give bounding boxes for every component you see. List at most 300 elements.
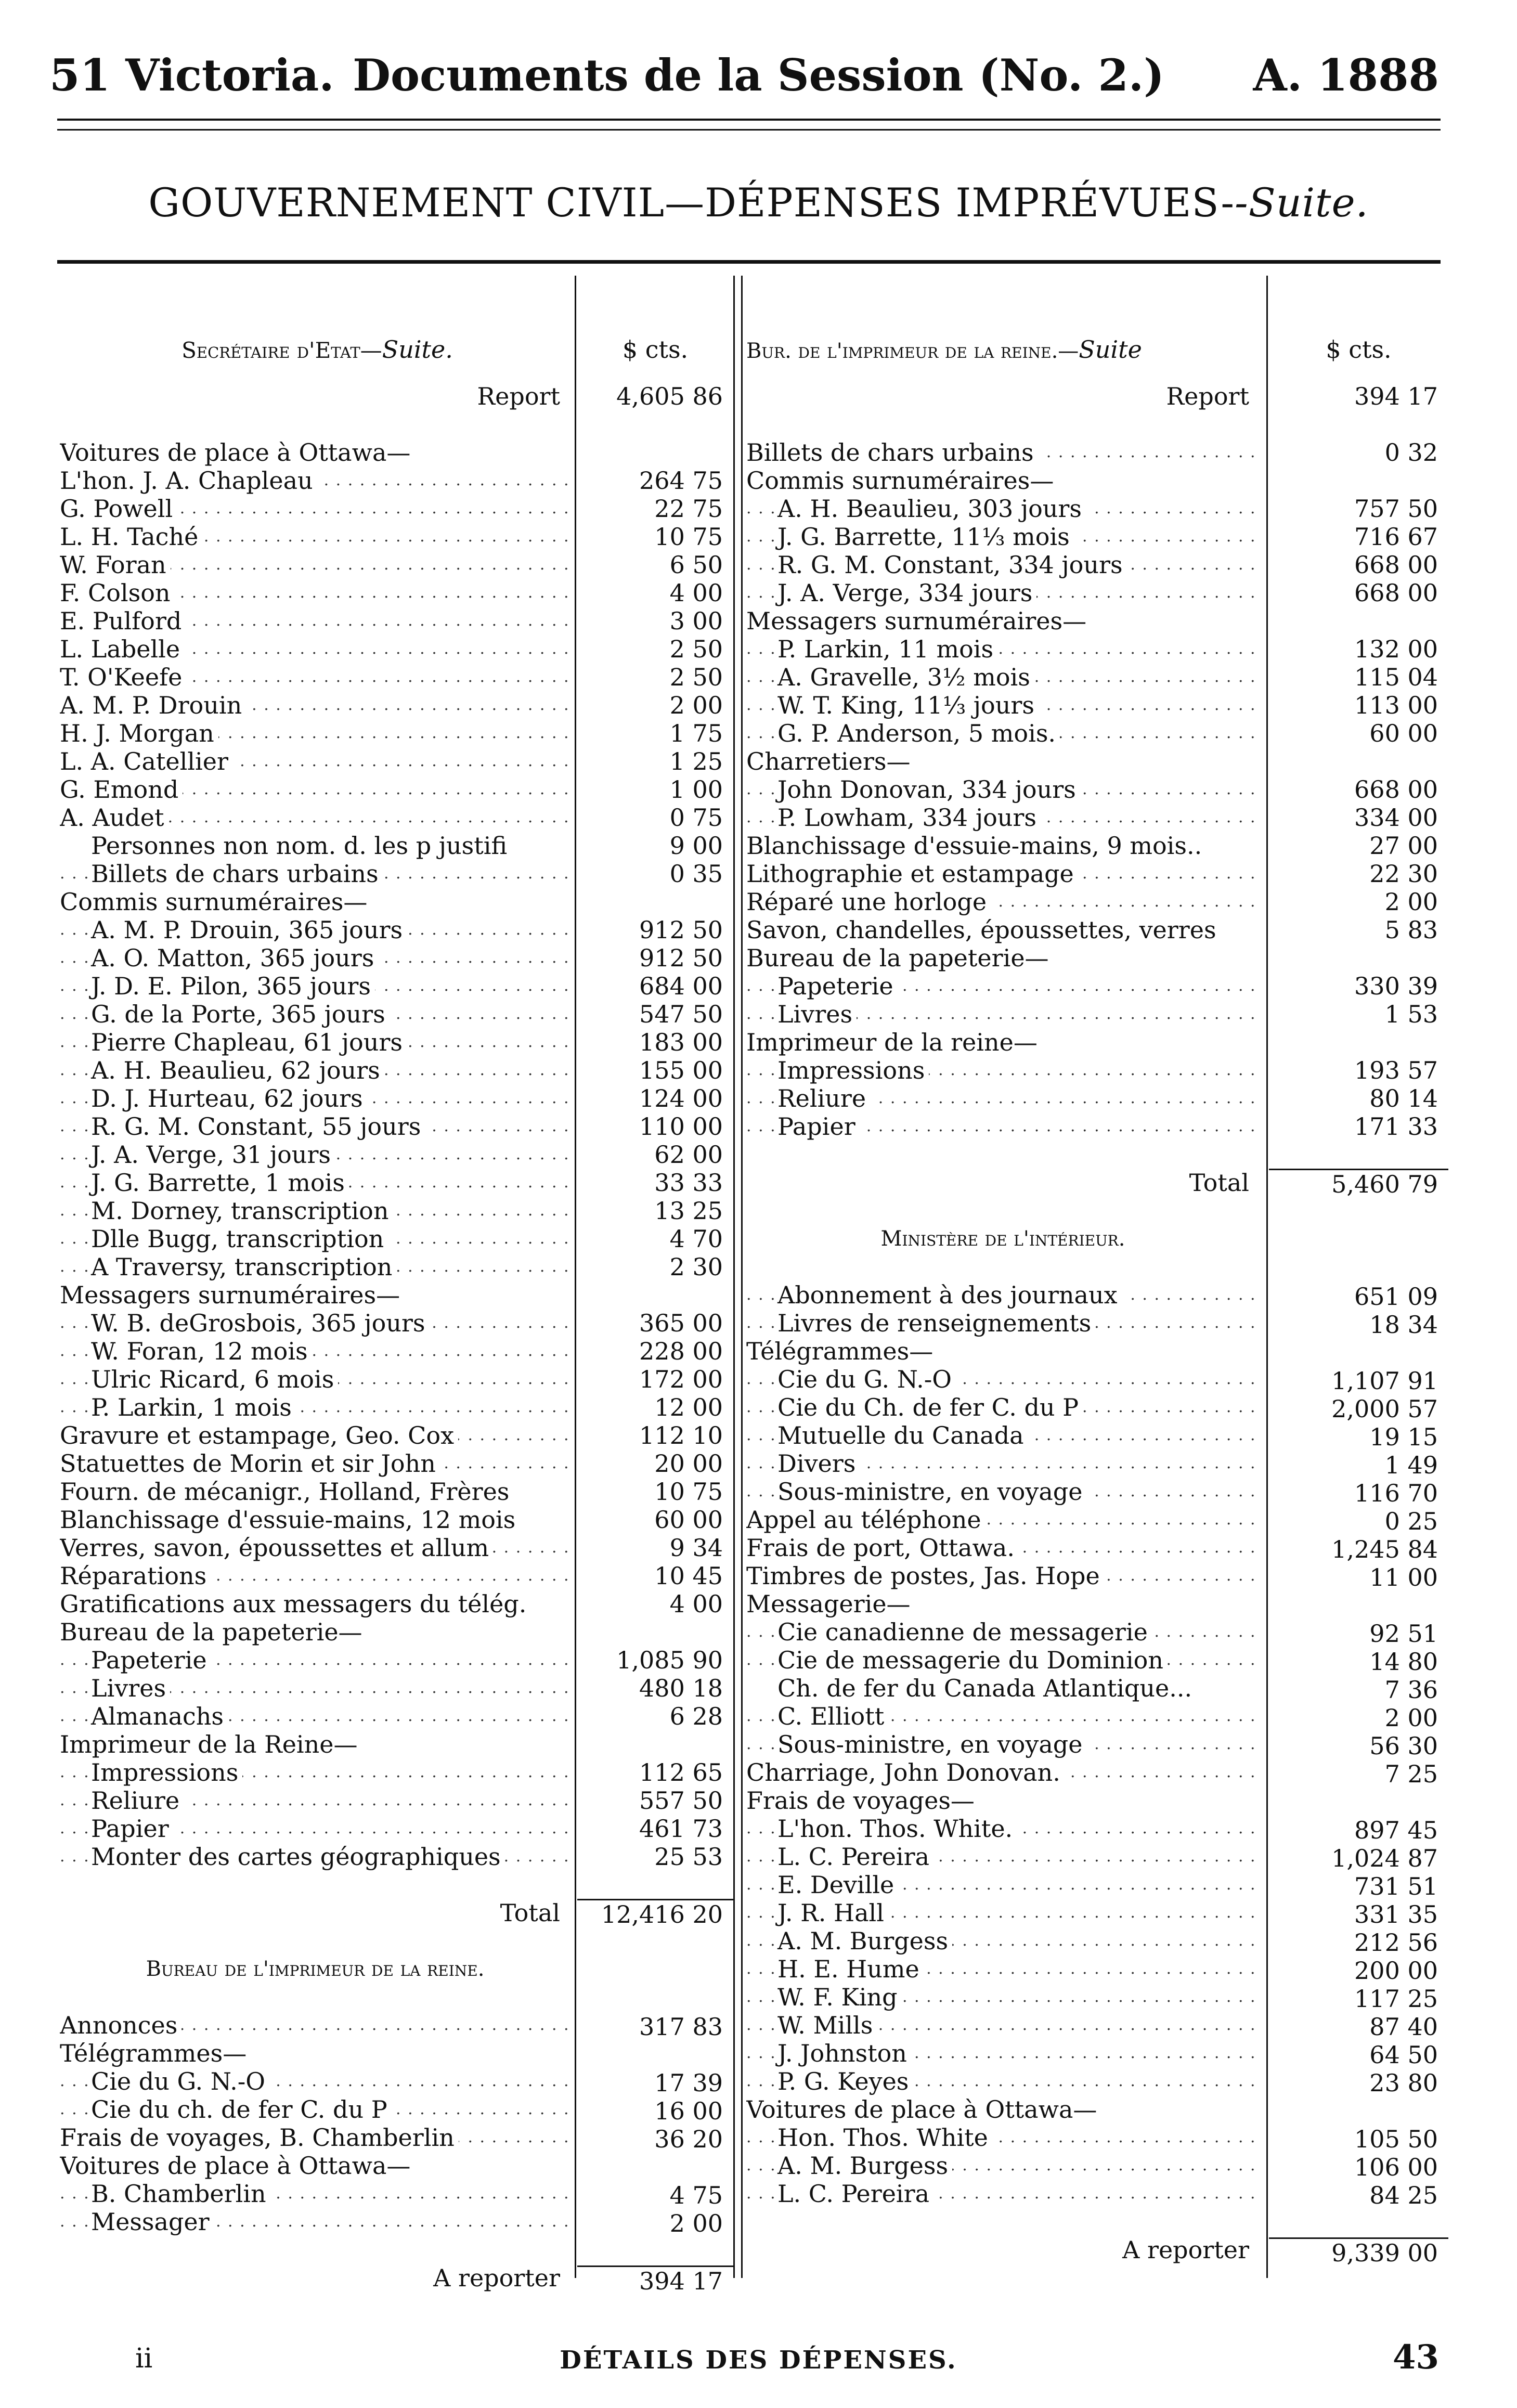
ledger-row xyxy=(60,1786,575,1815)
ledger-row-label: Blanchissage d'essuie-mains, 9 mois.. xyxy=(746,832,1206,860)
ledger-row-label: Commis surnuméraires— xyxy=(746,467,1058,495)
ledger-row-label xyxy=(746,1141,750,1169)
ledger-row-label: Imprimeur de la Reine— xyxy=(60,1730,361,1758)
ledger-row-amount xyxy=(1269,1591,1448,1620)
ledger-row-label: A. M. Burgess xyxy=(777,2152,952,2180)
ledger-row-label: Personnes non nom. d. les p justifi xyxy=(91,832,511,860)
ledger-row xyxy=(746,1983,1264,2011)
ledger-row-label: Cie du G. N.-O xyxy=(777,1365,956,1393)
ledger-row-label: Blanchissage d'essuie-mains, 12 mois xyxy=(60,1506,520,1534)
ledger-row xyxy=(746,2124,1264,2152)
ledger-row xyxy=(746,2067,1264,2095)
ledger-row xyxy=(60,1674,575,1702)
ledger-row-amount xyxy=(577,1985,733,2013)
ledger-row-label: G. de la Porte, 365 jours xyxy=(91,1000,390,1028)
ledger-row xyxy=(60,2180,575,2208)
ledger-row-label: Réparations xyxy=(60,1562,211,1590)
ledger-row-label: H. E. Hume xyxy=(777,1955,924,1983)
ledger-row xyxy=(746,1000,1264,1028)
ledger-row-label: J. Johnston xyxy=(777,2039,911,2067)
ledger-row-label xyxy=(746,410,750,438)
ledger-row-amount: 2 00 xyxy=(669,691,723,719)
ledger-row-amount: 334 00 xyxy=(1354,804,1438,832)
ledger-row xyxy=(746,1337,1264,1365)
ledger-row xyxy=(60,1169,575,1197)
ledger-row-amount: 4 00 xyxy=(669,579,723,607)
ledger-row xyxy=(746,804,1264,832)
ledger-row-amount: 23 80 xyxy=(1369,2069,1438,2097)
ledger-row-amount xyxy=(1269,1141,1448,1169)
ledger-row-amount: 105 50 xyxy=(1354,2125,1438,2153)
ledger-row xyxy=(746,2152,1264,2180)
ledger-row-amount: 56 30 xyxy=(1369,1732,1438,1760)
ledger-row-amount: 330 39 xyxy=(1354,972,1438,1000)
ledger-row-label: Appel au téléphone xyxy=(746,1506,986,1534)
ledger-row xyxy=(746,1478,1264,1506)
ledger-row-label: Livres xyxy=(91,1674,170,1702)
ledger-row xyxy=(746,1702,1264,1730)
ledger-row-label: Gratifications aux messagers du télég. xyxy=(60,1590,530,1618)
ledger-row-label: G. Emond xyxy=(60,775,183,804)
ledger-row xyxy=(746,747,1264,775)
ledger-row-label: Reliure xyxy=(91,1786,184,1815)
ledger-row-amount: 2 50 xyxy=(669,663,723,691)
ledger-row-label: L. Labelle xyxy=(60,635,184,663)
ledger-row xyxy=(60,2152,575,2180)
ledger-row-label: Gravure et estampage, Geo. Cox xyxy=(60,1421,458,1449)
ledger-row-label: W. F. King xyxy=(777,1983,902,2011)
ledger-row xyxy=(746,1955,1264,1983)
ledger-row-amount: 757 50 xyxy=(1354,495,1438,523)
ledger-row-amount: 1,024 87 xyxy=(1331,1844,1438,1872)
ledger-row xyxy=(60,1955,575,1983)
ledger-row-amount: 2 50 xyxy=(669,635,723,663)
left-column-amounts xyxy=(577,382,733,2295)
ledger-row-label: Frais de voyages— xyxy=(746,1786,979,1815)
ledger-row-amount: 394 17 xyxy=(1354,382,1438,410)
ledger-row-label: D. J. Hurteau, 62 jours xyxy=(91,1084,367,1112)
ledger-row-label: Verres, savon, époussettes et allum xyxy=(60,1534,493,1562)
ledger-row xyxy=(60,551,575,579)
ledger-row-label: Livres de renseignements xyxy=(777,1309,1095,1337)
ledger-row-label: Imprimeur de la reine— xyxy=(746,1028,1042,1056)
ledger-row xyxy=(60,410,575,438)
ledger-row-amount: 9,339 00 xyxy=(1269,2237,1448,2267)
ledger-row-label: G. P. Anderson, 5 mois. xyxy=(777,719,1060,747)
ledger-row xyxy=(60,1084,575,1112)
ledger-row-label: J. A. Verge, 31 jours xyxy=(91,1141,335,1169)
ledger-row-label: W. Foran xyxy=(60,551,171,579)
ledger-row-amount xyxy=(577,1730,733,1758)
ledger-row-amount xyxy=(577,1928,733,1957)
ledger-row-label: Total xyxy=(500,1899,564,1927)
ledger-row-amount xyxy=(577,1281,733,1309)
ledger-row xyxy=(60,1449,575,1478)
ledger-row-label: Papeterie xyxy=(777,972,898,1000)
ledger-row xyxy=(60,2208,575,2236)
ledger-row xyxy=(60,663,575,691)
ledger-row-amount: 5 83 xyxy=(1384,916,1438,944)
ledger-row-label xyxy=(60,2236,64,2264)
ledger-row-amount: 1 75 xyxy=(669,719,723,747)
ledger-row-label: Report xyxy=(1166,382,1253,410)
ledger-row xyxy=(60,1478,575,1506)
ledger-row-amount xyxy=(1269,467,1448,495)
ledger-row-amount: 5,460 79 xyxy=(1269,1169,1448,1198)
ledger-row-label: J. G. Barrette, 1 mois xyxy=(91,1169,349,1197)
ledger-row-amount xyxy=(577,2153,733,2181)
left-section-title: Secrétaire d'Etat— xyxy=(181,338,382,363)
ledger-row xyxy=(746,467,1264,495)
ledger-row-amount: 113 00 xyxy=(1354,691,1438,719)
ledger-row-amount: 331 35 xyxy=(1354,1900,1438,1928)
ledger-row xyxy=(60,1562,575,1590)
ledger-row xyxy=(60,1590,575,1618)
left-column-header xyxy=(60,335,575,364)
ledger-row-label xyxy=(60,1927,64,1955)
ledger-row-label: A reporter xyxy=(433,2264,564,2292)
ledger-row-label: Dlle Bugg, transcription xyxy=(91,1225,388,1253)
right-column-amounts xyxy=(1269,382,1448,2267)
page-title-suffix: -Suite. xyxy=(1235,179,1369,226)
ledger-row-amount: 1 25 xyxy=(669,747,723,775)
ledger-row-amount: 547 50 xyxy=(639,1000,723,1028)
ledger-row-label: A. M. P. Drouin, 365 jours xyxy=(91,916,407,944)
ledger-row-label: T. O'Keefe xyxy=(60,663,186,691)
ledger-row xyxy=(746,1056,1264,1084)
ledger-row xyxy=(60,2236,575,2264)
ledger-row-label: Messagers surnuméraires— xyxy=(60,1281,404,1309)
ledger-row-label: Voitures de place à Ottawa— xyxy=(60,2152,414,2180)
ledger-row-amount: 116 70 xyxy=(1354,1479,1438,1507)
ledger-row-label: Sous-ministre, en voyage xyxy=(777,1730,1086,1758)
ledger-row-label: Savon, chandelles, époussettes, verres xyxy=(746,916,1221,944)
right-section-suffix: Suite xyxy=(1079,335,1142,364)
ledger-row xyxy=(746,691,1264,719)
ledger-row xyxy=(60,1028,575,1056)
ledger-row-amount: 60 00 xyxy=(654,1506,723,1534)
ledger-row xyxy=(60,804,575,832)
ledger-row-label: Divers xyxy=(777,1449,860,1478)
ledger-row xyxy=(746,2236,1264,2264)
ledger-row xyxy=(746,1899,1264,1927)
ledger-row-amount: 731 51 xyxy=(1354,1872,1438,1900)
ledger-row-label: Timbres de postes, Jas. Hope xyxy=(746,1562,1104,1590)
ledger-row-label: J. G. Barrette, 11⅓ mois xyxy=(777,523,1074,551)
ledger-row xyxy=(60,1702,575,1730)
ledger-row xyxy=(746,1365,1264,1393)
ledger-row-label: Frais de voyages, B. Chamberlin xyxy=(60,2124,459,2152)
ledger-row-label: A. M. Burgess xyxy=(777,1927,952,1955)
ledger-row-amount: 0 75 xyxy=(669,804,723,832)
column-rule-left-end xyxy=(733,276,735,2278)
ledger-row-amount: 16 00 xyxy=(654,2097,723,2125)
ledger-row xyxy=(60,916,575,944)
ledger-row-label: Report xyxy=(477,382,564,410)
ledger-row xyxy=(60,1646,575,1674)
ledger-row-amount: 394 17 xyxy=(577,2265,733,2295)
ledger-row-amount: 183 00 xyxy=(639,1028,723,1056)
ledger-row-label: John Donovan, 334 jours xyxy=(777,775,1080,804)
ledger-row-amount xyxy=(1269,1028,1448,1056)
ledger-row-label: Frais de port, Ottawa. xyxy=(746,1534,1019,1562)
ledger-row-label: L. C. Pereira xyxy=(777,1843,933,1871)
ledger-row-amount: 12,416 20 xyxy=(577,1899,733,1928)
ledger-row-amount: 212 56 xyxy=(1354,1928,1438,1957)
ledger-row-amount: 461 73 xyxy=(639,1815,723,1843)
ledger-row xyxy=(60,972,575,1000)
ledger-row-label: Télégrammes— xyxy=(60,2039,251,2067)
ledger-row xyxy=(60,1197,575,1225)
ledger-row xyxy=(60,1899,575,1927)
ledger-row-label: Messager xyxy=(91,2208,214,2236)
ledger-row xyxy=(60,1253,575,1281)
ledger-row-label: Réparé une horloge xyxy=(746,888,991,916)
ledger-row-amount: 17 39 xyxy=(654,2069,723,2097)
ledger-row xyxy=(746,944,1264,972)
ledger-row-label: Billets de chars urbains xyxy=(746,438,1038,467)
ledger-row-label: E. Deville xyxy=(777,1871,898,1899)
header-document-title: Documents de la Session (No. 2.) xyxy=(353,49,1164,101)
ledger-row-amount: 110 00 xyxy=(639,1112,723,1141)
ledger-row xyxy=(746,1112,1264,1141)
ledger-row-amount: 317 83 xyxy=(639,2013,723,2041)
ledger-row xyxy=(60,860,575,888)
ledger-row xyxy=(60,1225,575,1253)
ledger-row xyxy=(746,607,1264,635)
ledger-row-amount: 9 34 xyxy=(669,1534,723,1562)
ledger-row-label: Lithographie et estampage xyxy=(746,860,1078,888)
ledger-row-amount: 87 40 xyxy=(1369,2013,1438,2041)
ledger-row-label: Reliure xyxy=(777,1084,870,1112)
ledger-row-label xyxy=(746,1197,750,1225)
ledger-row-amount: 155 00 xyxy=(639,1056,723,1084)
ledger-row-label: R. G. M. Constant, 334 jours xyxy=(777,551,1127,579)
ledger-row xyxy=(60,1112,575,1141)
ledger-row-label xyxy=(60,1983,64,2011)
ledger-row-amount: 7 36 xyxy=(1384,1676,1438,1704)
ledger-row-amount xyxy=(577,888,733,916)
right-column-entries xyxy=(746,382,1264,2264)
ledger-row-amount: 11 00 xyxy=(1369,1563,1438,1591)
ledger-row-amount: 480 18 xyxy=(639,1674,723,1702)
ledger-row-amount: 10 75 xyxy=(654,1478,723,1506)
ledger-row-amount: 1,107 91 xyxy=(1331,1367,1438,1395)
ledger-row-amount: 84 25 xyxy=(1369,2181,1438,2209)
ledger-row-label: A. H. Beaulieu, 62 jours xyxy=(91,1056,384,1084)
ledger-row-label: W. T. King, 11⅓ jours xyxy=(777,691,1039,719)
ledger-row xyxy=(746,1871,1264,1899)
ledger-row-amount: 1 49 xyxy=(1384,1451,1438,1479)
ledger-row-amount: 2 00 xyxy=(669,2209,723,2237)
ledger-row-amount: 668 00 xyxy=(1354,579,1438,607)
ledger-row xyxy=(60,467,575,495)
ledger-row-amount: 912 50 xyxy=(639,944,723,972)
ledger-row xyxy=(60,1843,575,1871)
ledger-row-label: Charriage, John Donovan. xyxy=(746,1758,1065,1786)
ledger-row xyxy=(60,775,575,804)
ledger-row-label: J. D. E. Pilon, 365 jours xyxy=(91,972,375,1000)
ledger-row xyxy=(60,1141,575,1169)
ledger-row xyxy=(60,1815,575,1843)
ledger-row-label xyxy=(60,410,64,438)
ledger-row xyxy=(746,1674,1264,1702)
ledger-row-label: J. A. Verge, 334 jours xyxy=(777,579,1036,607)
column-rule-right-start xyxy=(741,276,743,2278)
ledger-row-amount: 897 45 xyxy=(1354,1816,1438,1844)
ledger-row xyxy=(60,1506,575,1534)
ledger-row xyxy=(746,719,1264,747)
ledger-row-amount: 668 00 xyxy=(1354,775,1438,804)
ledger-row-label: W. Mills xyxy=(777,2011,877,2039)
ledger-row-label: A. Gravelle, 3½ mois xyxy=(777,663,1034,691)
ledger-row xyxy=(60,2124,575,2152)
ledger-row-amount: 2 30 xyxy=(669,1253,723,1281)
ledger-row-amount: 33 33 xyxy=(654,1169,723,1197)
ledger-row-label: Statuettes de Morin et sir John xyxy=(60,1449,440,1478)
ledger-row xyxy=(60,691,575,719)
ledger-row-amount: 7 25 xyxy=(1384,1760,1438,1788)
ledger-row-label: L. C. Pereira xyxy=(777,2180,933,2208)
ledger-row-label: Bureau de la papeterie— xyxy=(746,944,1053,972)
ledger-row-label: Voitures de place à Ottawa— xyxy=(60,438,414,467)
ledger-row xyxy=(746,1449,1264,1478)
ledger-row xyxy=(746,1028,1264,1056)
left-amount-header: $ cts. xyxy=(622,335,689,364)
ledger-row xyxy=(60,635,575,663)
ledger-row xyxy=(60,1393,575,1421)
ledger-row-amount: 6 28 xyxy=(669,1702,723,1730)
ledger-row-amount xyxy=(1269,607,1448,635)
ledger-row-amount: 117 25 xyxy=(1354,1985,1438,2013)
ledger-row-label: A reporter xyxy=(1122,2236,1253,2264)
ledger-row xyxy=(746,972,1264,1000)
footer-page-number: 43 xyxy=(1392,2338,1439,2377)
left-column-entries xyxy=(60,382,575,2292)
ledger-row-label: Billets de chars urbains xyxy=(91,860,383,888)
ledger-row-amount xyxy=(577,410,733,438)
ledger-row xyxy=(746,2095,1264,2124)
ledger-row xyxy=(746,1393,1264,1421)
ledger-row-amount: 25 53 xyxy=(654,1843,723,1871)
ledger-row xyxy=(60,1758,575,1786)
ledger-row xyxy=(60,1281,575,1309)
ledger-row-label: P. G. Keyes xyxy=(777,2067,913,2095)
ledger-row-label: W. B. deGrosbois, 365 jours xyxy=(91,1309,430,1337)
ledger-row-label: P. Lowham, 334 jours xyxy=(777,804,1041,832)
ledger-row-label: Cie du Ch. de fer C. du P xyxy=(777,1393,1083,1421)
ledger-row xyxy=(746,860,1264,888)
ledger-row xyxy=(746,1646,1264,1674)
ledger-row-amount: 228 00 xyxy=(639,1337,723,1365)
ledger-row-label: L'hon. J. A. Chapleau xyxy=(60,467,317,495)
ledger-row-label: P. Larkin, 1 mois xyxy=(91,1393,296,1421)
ledger-row-amount xyxy=(1269,944,1448,972)
ledger-row-label: Cie canadienne de messagerie xyxy=(777,1618,1152,1646)
ledger-row-amount: 112 65 xyxy=(639,1758,723,1786)
ledger-row-label: L'hon. Thos. White. xyxy=(777,1815,1017,1843)
ledger-row-label: Annonces xyxy=(60,2011,181,2039)
ledger-row-amount: 668 00 xyxy=(1354,551,1438,579)
ledger-row-label: L. A. Catellier xyxy=(60,747,232,775)
ledger-row-amount xyxy=(1269,2209,1448,2237)
ledger-row-amount: 1,085 90 xyxy=(616,1646,723,1674)
ledger-row xyxy=(746,1225,1264,1253)
ledger-row-amount: 64 50 xyxy=(1369,2041,1438,2069)
ledger-row-label: Cie de messagerie du Dominion xyxy=(777,1646,1168,1674)
ledger-row-label: Cie du G. N.-O xyxy=(91,2067,269,2095)
ledger-row xyxy=(60,1871,575,1899)
ledger-row-amount: 193 57 xyxy=(1354,1056,1438,1084)
ledger-row-amount xyxy=(1269,1226,1448,1254)
ledger-row xyxy=(746,1534,1264,1562)
ledger-row-label: M. Dorney, transcription xyxy=(91,1197,393,1225)
ledger-row-amount xyxy=(577,438,733,467)
ledger-row-label: A. H. Beaulieu, 303 jours xyxy=(777,495,1086,523)
ledger-row-amount: 60 00 xyxy=(1369,719,1438,747)
ledger-row-label: G. Powell xyxy=(60,495,177,523)
ledger-row-amount xyxy=(1269,1339,1448,1367)
ledger-row xyxy=(746,382,1264,410)
ledger-row xyxy=(60,382,575,410)
header-year: A. 1888 xyxy=(1253,49,1439,101)
ledger-row-amount xyxy=(577,1957,733,1985)
ledger-row-amount: 4,605 86 xyxy=(616,382,723,410)
ledger-row-label: Fourn. de mécanigr., Holland, Frères xyxy=(60,1478,513,1506)
ledger-row xyxy=(746,523,1264,551)
ledger-row-label: P. Larkin, 11 mois xyxy=(777,635,997,663)
ledger-row-label: Télégrammes— xyxy=(746,1337,937,1365)
ledger-row-label: Total xyxy=(1189,1169,1253,1197)
ledger-row-amount: 912 50 xyxy=(639,916,723,944)
ledger-row-amount xyxy=(1269,410,1448,438)
ledger-row-label: A. M. P. Drouin xyxy=(60,691,246,719)
ledger-row xyxy=(746,1730,1264,1758)
header-session-year: 51 Victoria. xyxy=(49,49,334,101)
ledger-row-amount: 2 00 xyxy=(1384,1704,1438,1732)
ledger-row-label xyxy=(60,1871,64,1899)
ledger-row-label: Charretiers— xyxy=(746,747,914,775)
ledger-row xyxy=(746,635,1264,663)
ledger-row xyxy=(746,2011,1264,2039)
ledger-row-amount: 651 09 xyxy=(1354,1283,1438,1311)
ledger-row-amount: 115 04 xyxy=(1354,663,1438,691)
ledger-row xyxy=(60,1927,575,1955)
ledger-row xyxy=(746,410,1264,438)
ledger-row xyxy=(60,1365,575,1393)
ledger-row-label: L. H. Taché xyxy=(60,523,202,551)
ledger-row xyxy=(60,944,575,972)
ledger-row xyxy=(60,1421,575,1449)
ledger-row-amount: 1 53 xyxy=(1384,1000,1438,1028)
ledger-row xyxy=(60,1337,575,1365)
ledger-row-label: R. G. M. Constant, 55 jours xyxy=(91,1112,425,1141)
ledger-row-amount: 200 00 xyxy=(1354,1957,1438,1985)
ledger-row xyxy=(60,1534,575,1562)
ledger-row-label: Bureau de l'imprimeur de la reine. xyxy=(146,1957,489,1981)
column-rule-right-amount xyxy=(1266,276,1268,2278)
ledger-row-label: Abonnement à des journaux xyxy=(777,1281,1122,1309)
ledger-row-label: J. R. Hall xyxy=(777,1899,888,1927)
ledger-row-amount: 20 00 xyxy=(654,1449,723,1478)
header-rule-top xyxy=(57,119,1441,121)
right-column-header xyxy=(746,335,1264,364)
ledger-row-amount: 365 00 xyxy=(639,1309,723,1337)
ledger-row-amount: 171 33 xyxy=(1354,1112,1438,1141)
ledger-row xyxy=(746,1590,1264,1618)
ledger-row-label xyxy=(746,2208,750,2236)
ledger-row xyxy=(746,2208,1264,2236)
